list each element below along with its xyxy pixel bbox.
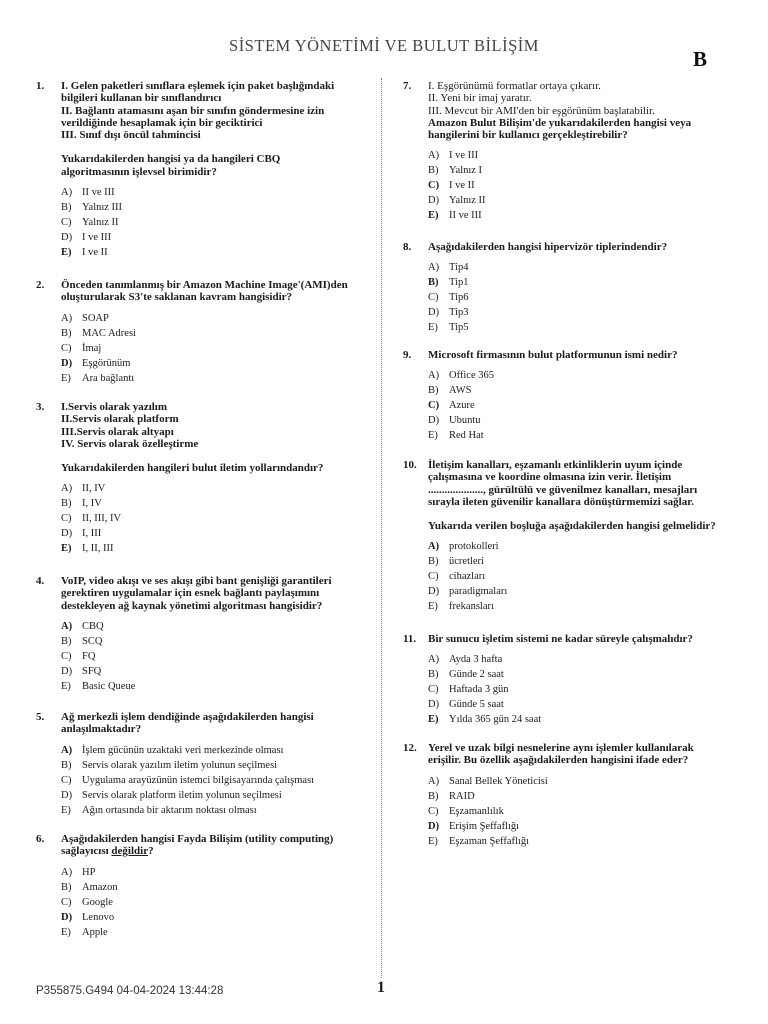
option-d: D) Erişim Şeffaflığı: [428, 820, 520, 832]
option-a: A) HP: [61, 866, 96, 878]
option-a: A) Tip4: [428, 262, 469, 274]
option-c: C) FQ: [61, 650, 96, 662]
option-a: A) protokolleri: [428, 541, 499, 553]
question-2: [36, 279, 348, 386]
question-10: [403, 459, 716, 614]
question-line: Bir sunucu işletim sistemi ne kadar süreyle çalışmalıdır?: [428, 633, 693, 645]
option-c: C) Yalnız II: [61, 217, 119, 229]
question-number: 11.: [403, 633, 417, 645]
option-b: B) Tip1: [428, 277, 469, 289]
question-line: Önceden tanımlanmış bir Amazon Machine Image'(AMI)den: [61, 279, 348, 291]
page-title: SİSTEM YÖNETİMİ VE BULUT BİLİŞİM: [229, 36, 539, 55]
option-c: C) I ve II: [428, 180, 475, 192]
option-list: [428, 652, 693, 727]
question-line: algoritmasının işlevsel birimidir?: [61, 165, 217, 178]
option-b: B) Yalnız III: [61, 202, 123, 214]
option-b: B) SCQ: [61, 635, 103, 647]
question-line: II. Bağlantı atamasını aşan bir sınıfın göndermesine izin: [61, 104, 325, 117]
question-3: [36, 401, 323, 556]
question-line: IV. Servis olarak özelleştirme: [61, 437, 199, 450]
option-e: E) Yılda 365 gün 24 saat: [428, 714, 542, 726]
option-b: B) Günde 2 saat: [428, 669, 504, 681]
question-11: [403, 633, 693, 727]
option-list: [428, 260, 667, 335]
option-d: D) I, III: [61, 528, 102, 540]
question-line: hangilerini bir kullanıcı gerçekleştirebilir?: [428, 129, 628, 142]
question-number: 9.: [403, 349, 412, 361]
question-12: [403, 742, 694, 849]
option-a: A) Office 365: [428, 370, 494, 382]
question-line: Ağ merkezli işlem dendiğinde aşağıdakilerden hangisi: [61, 711, 314, 723]
option-a: A) I ve III: [428, 150, 479, 162]
question-line: anlaşılmaktadır?: [61, 723, 142, 736]
option-d: D) Ubuntu: [428, 415, 481, 427]
question-line: sırayla ileten güvenilir kanallara dönüştürmemizi sağlar.: [428, 495, 694, 508]
option-c: C) İmaj: [61, 342, 102, 354]
question-number: 6.: [36, 833, 45, 845]
question-line: sağlayıcısı değildir?: [61, 845, 154, 858]
page-number: 1: [377, 979, 385, 996]
question-line: verildiğinde hesaplamak için bir geciktirici: [61, 116, 263, 129]
question-line: II.Servis olarak platform: [61, 413, 179, 426]
option-b: B) Amazon: [61, 881, 118, 893]
option-c: C) II, III, IV: [61, 513, 122, 525]
column-divider: [381, 78, 382, 978]
question-line: Aşağıdakilerden hangisi Fayda Bilişim (utility computing): [61, 833, 334, 845]
option-e: E) Tip5: [428, 322, 469, 334]
option-d: D) SFQ: [61, 665, 102, 677]
option-d: D) Tip3: [428, 307, 469, 319]
question-line: Yukarıdakilerden hangisi ya da hangileri CBQ: [61, 153, 281, 166]
option-d: D) I ve III: [61, 232, 112, 244]
question-line: Amazon Bulut Bilişim'de yukarıdakilerden hangisi veya: [428, 116, 692, 129]
option-c: C) Google: [61, 896, 113, 908]
option-a: A) SOAP: [61, 312, 109, 324]
question-6: [36, 833, 333, 940]
question-5: [36, 711, 314, 818]
question-number: 2.: [36, 279, 45, 291]
option-b: B) MAC Adresi: [61, 327, 136, 339]
option-list: [428, 774, 694, 849]
question-line: gerektiren uygulamalar için esnek bağlantı paylaşımını: [61, 587, 320, 600]
option-d: D) Servis olarak platform iletim yolunun seçilmesi: [61, 789, 282, 801]
question-8: [403, 241, 667, 335]
option-b: B) ücretleri: [428, 556, 484, 568]
option-e: E) I ve II: [61, 247, 108, 259]
question-line: İletişim kanalları, eşzamanlı etkinliklerin uyum içinde: [428, 459, 683, 471]
question-line: ...................., gürültülü ve güvenilmez kanalları, mesajları: [428, 483, 698, 496]
underlined-negation: değildir: [111, 845, 149, 858]
question-line: I. Eşgörünümü formatlar ortaya çıkarır.: [428, 80, 601, 92]
option-a: A) CBQ: [61, 620, 104, 632]
option-b: B) RAID: [428, 790, 475, 802]
option-list: [428, 148, 691, 223]
question-line: VoIP, video akışı ve ses akışı gibi bant genişliği garantileri: [61, 575, 332, 587]
option-e: E) II ve III: [428, 210, 482, 222]
question-line: I. Gelen paketleri sınıflara eşlemek için paket başlığındaki: [61, 80, 335, 92]
option-b: B) Servis olarak yazılım iletim yolunun seçilmesi: [61, 759, 278, 771]
question-line: Yerel ve uzak bilgi nesnelerine aynı işlemler kullanılarak: [428, 742, 694, 754]
option-d: D) Eşgörünüm: [61, 357, 131, 369]
option-a: A) II, IV: [61, 483, 106, 495]
option-e: E) Basic Queue: [61, 680, 136, 692]
option-list: [428, 368, 677, 443]
question-line: bilgileri kullanan bir sınıflandırıcı: [61, 92, 222, 105]
option-c: C) Tip6: [428, 292, 469, 304]
question-line: Aşağıdakilerden hangisi hipervizör tiplerindendir?: [428, 241, 668, 253]
question-line: III. Sınıf dışı öncül tahmincisi: [61, 129, 201, 142]
question-line: Yukarıda verilen boşluğa aşağıdakilerden hangisi gelmelidir?: [428, 520, 716, 533]
question-number: 8.: [403, 241, 412, 253]
question-number: 1.: [36, 80, 45, 92]
option-b: B) I, IV: [61, 498, 102, 510]
question-number: 3.: [36, 401, 45, 413]
question-number: 12.: [403, 742, 417, 754]
question-line: III.Servis olarak altyapı: [61, 425, 174, 438]
option-d: D) paradigmaları: [428, 586, 508, 598]
option-a: A) II ve III: [61, 187, 115, 199]
question-line: erişilir. Bu özellik aşağıdakilerden hangisini ifade eder?: [428, 754, 689, 767]
question-4: [36, 575, 332, 694]
option-list: [61, 185, 334, 260]
booklet-letter: B: [693, 47, 708, 71]
question-number: 5.: [36, 711, 45, 723]
question-line: III. Mevcut bir AMI'den bir eşgörünüm başlatabilir.: [428, 104, 655, 117]
option-list: [61, 311, 348, 386]
question-line: destekleyen ağ kaynak yönetimi algoritması hangisidir?: [61, 599, 323, 612]
option-e: E) frekansları: [428, 601, 494, 613]
option-e: E) Eşzaman Şeffaflığı: [428, 835, 529, 847]
option-b: B) Yalnız I: [428, 165, 483, 177]
option-list: [61, 865, 333, 940]
question-number: 4.: [36, 575, 45, 587]
option-c: C) Uygulama arayüzünün istemci bilgisayarında çalışması: [61, 774, 315, 786]
question-1: [36, 80, 334, 260]
option-d: D) Günde 5 saat: [428, 699, 504, 711]
option-c: C) Haftada 3 gün: [428, 684, 509, 696]
option-list: [428, 539, 716, 614]
option-d: D) Lenovo: [61, 911, 115, 923]
option-list: [61, 619, 332, 694]
question-line: II. Yeni bir imaj yaratır.: [428, 92, 532, 105]
option-c: C) Azure: [428, 400, 475, 412]
option-a: A) İşlem gücünün uzaktaki veri merkezinde olması: [61, 744, 284, 756]
question-line: çalışmasına ve koordine olmasına izin verir. İletişim: [428, 471, 672, 484]
question-7: [403, 80, 691, 223]
option-e: E) Red Hat: [428, 430, 484, 442]
option-list: [61, 481, 323, 556]
option-d: D) Yalnız II: [428, 195, 486, 207]
option-e: E) Ara bağlantı: [61, 372, 135, 384]
question-line: Microsoft firmasının bulut platformunun ismi nedir?: [428, 349, 678, 361]
option-c: C) cihazları: [428, 571, 486, 583]
question-number: 7.: [403, 80, 412, 92]
option-b: B) AWS: [428, 385, 472, 397]
option-a: A) Sanal Bellek Yöneticisi: [428, 775, 548, 787]
option-c: C) Eşzamanlılık: [428, 805, 504, 817]
option-e: E) Apple: [61, 926, 108, 938]
option-a: A) Ayda 3 hafta: [428, 654, 503, 666]
footer-code: P355875.G494 04-04-2024 13:44:28: [36, 985, 224, 997]
question-line: I.Servis olarak yazılım: [61, 401, 168, 413]
question-number: 10.: [403, 459, 417, 471]
question-9: [403, 349, 677, 443]
option-e: E) I, II, III: [61, 543, 114, 555]
question-line: Yukarıdakilerden hangileri bulut iletim yollarındandır?: [61, 462, 324, 475]
option-list: [61, 743, 314, 818]
question-line: oluşturularak S3'te saklanan kavram hangisidir?: [61, 291, 293, 304]
option-e: E) Ağın ortasında bir aktarım noktası olması: [61, 804, 257, 816]
